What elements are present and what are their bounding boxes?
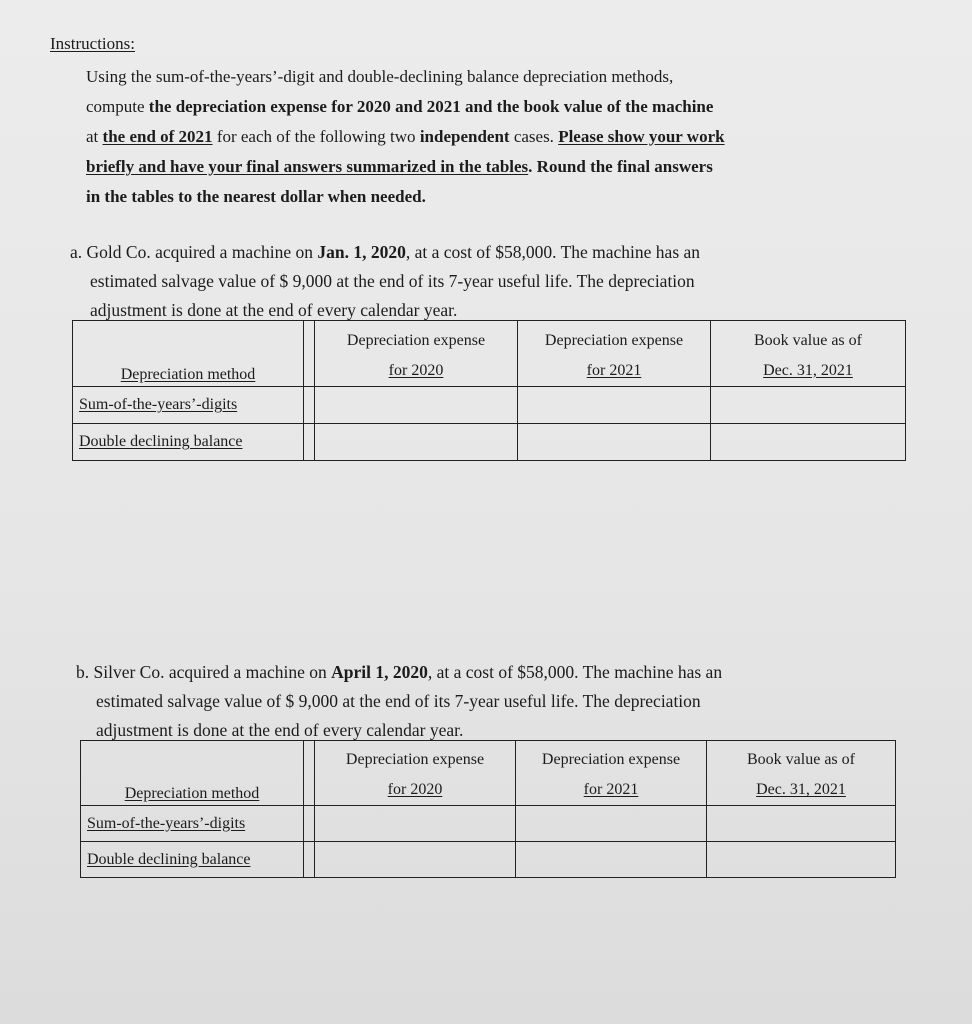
answer-cell-b-syd-bv[interactable] [707, 806, 896, 842]
method-header: Depreciation method [73, 321, 304, 387]
table-header-row [81, 741, 896, 806]
answer-cell-a-syd-bv[interactable] [711, 387, 906, 424]
answer-cell-a-syd-2021[interactable] [518, 387, 711, 424]
answer-cell-b-ddb-bv[interactable] [707, 842, 896, 878]
instructions-line-4: briefly and have your final answers summarized in the tables. Round the final answers [86, 157, 713, 176]
exp2020-header: Depreciation expense for 2020 [315, 321, 518, 387]
book-value-header: Book value as of Dec. 31, 2021 [711, 321, 906, 387]
table-row [73, 387, 906, 424]
row-label-syd: Sum-of-the-years’-digits [81, 806, 304, 842]
row-label-syd: Sum-of-the-years’-digits [73, 387, 304, 424]
case-b-text [76, 658, 846, 745]
case-a-line-3: adjustment is done at the end of every calendar year. [90, 300, 458, 320]
answer-cell-a-ddb-2021[interactable] [518, 424, 711, 461]
instructions-line-2: compute the depreciation expense for 2020 and 2021 and the book value of the machine [86, 97, 714, 116]
case-b-table [80, 740, 896, 878]
case-a-line-1: a. Gold Co. acquired a machine on Jan. 1, 2020, at a cost of $58,000. The machine has an [70, 242, 701, 262]
answer-cell-a-syd-2020[interactable] [315, 387, 518, 424]
instructions-body [86, 62, 856, 212]
exp2021-header: Depreciation expense for 2021 [516, 741, 707, 806]
answer-cell-b-ddb-2021[interactable] [516, 842, 707, 878]
case-b-line-2: estimated salvage value of $ 9,000 at the end of its 7-year useful life. The depreciation [96, 691, 701, 711]
instructions-heading: Instructions: [50, 34, 135, 53]
answer-cell-b-syd-2021[interactable] [516, 806, 707, 842]
row-label-ddb: Double declining balance [73, 424, 304, 461]
instructions-line-3: at the end of 2021 for each of the following two independent cases. Please show your work [86, 127, 725, 146]
method-header: Depreciation method [81, 741, 304, 806]
case-b-line-3: adjustment is done at the end of every calendar year. [96, 720, 464, 740]
case-a-table [72, 320, 906, 461]
answer-cell-b-syd-2020[interactable] [315, 806, 516, 842]
case-a-line-2: estimated salvage value of $ 9,000 at the end of its 7-year useful life. The depreciation [90, 271, 695, 291]
instructions-line-5: in the tables to the nearest dollar when needed. [86, 187, 426, 206]
exp2020-header: Depreciation expense for 2020 [315, 741, 516, 806]
answer-cell-a-ddb-2020[interactable] [315, 424, 518, 461]
answer-cell-b-ddb-2020[interactable] [315, 842, 516, 878]
answer-cell-a-ddb-bv[interactable] [711, 424, 906, 461]
instructions-line-1: Using the sum-of-the-years’-digit and double-declining balance depreciation methods, [86, 67, 674, 86]
table-row [81, 806, 896, 842]
exp2021-header: Depreciation expense for 2021 [518, 321, 711, 387]
row-label-ddb: Double declining balance [81, 842, 304, 878]
case-b-line-1: b. Silver Co. acquired a machine on April 1, 2020, at a cost of $58,000. The machine has an [76, 662, 723, 682]
table-header-row [73, 321, 906, 387]
case-a-text [70, 238, 850, 325]
table-row [81, 842, 896, 878]
table-row [73, 424, 906, 461]
book-value-header: Book value as of Dec. 31, 2021 [707, 741, 896, 806]
